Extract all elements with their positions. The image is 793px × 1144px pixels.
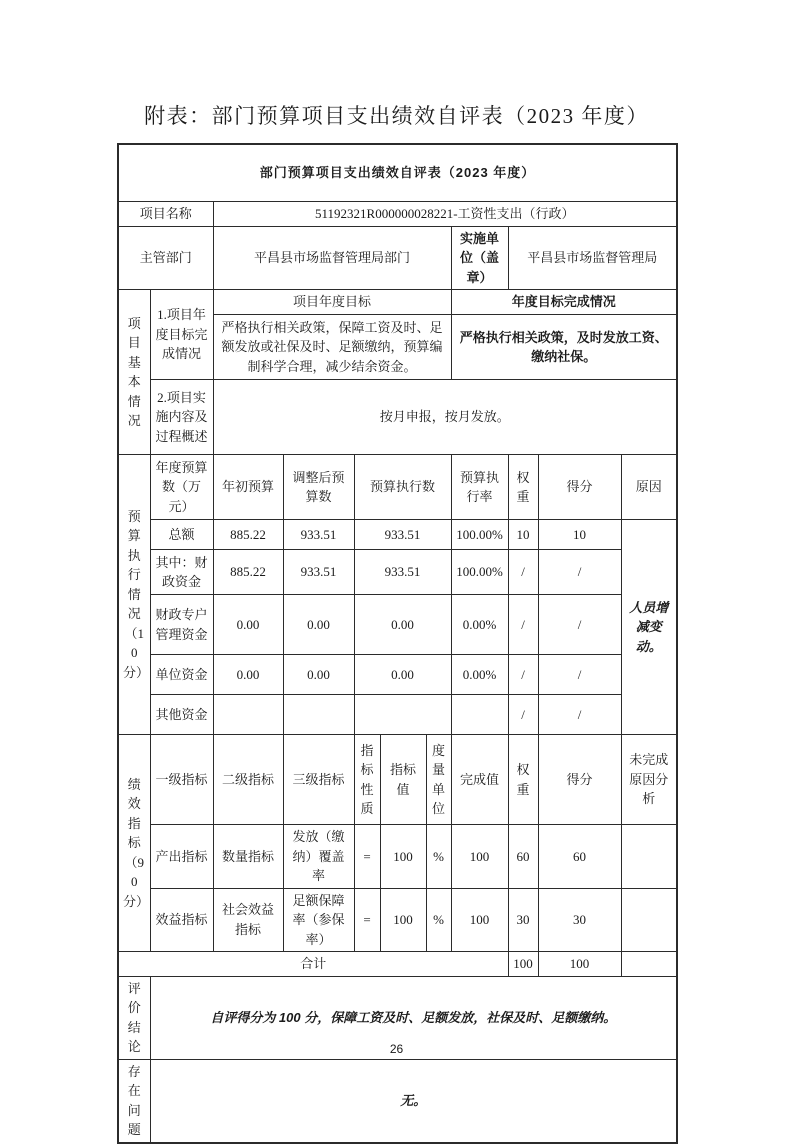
perf-header-level2: 二级指标 [213,735,283,825]
perf-cell-unit: % [426,888,451,952]
budget-cell-weight: / [508,695,538,735]
perf-header-target: 指标值 [380,735,426,825]
budget-cell-executed: 933.51 [354,520,451,550]
perf-header-score: 得分 [538,735,621,825]
budget-cell-initial [213,695,283,735]
conclusion-label: 评价结论 [118,976,150,1059]
department-value: 平昌县市场监督管理局部门 [213,226,451,290]
perf-cell-level2: 数量指标 [213,825,283,889]
self-evaluation-table [117,143,678,1144]
department-label: 主管部门 [118,226,213,290]
table-row [118,226,677,290]
attachment-title: 附表：部门预算项目支出绩效自评表（2023 年度） [144,104,649,128]
table-row [118,888,677,952]
budget-cell-weight: / [508,595,538,655]
budget-cell-score: / [538,550,621,595]
table-row [118,655,677,695]
total-weight: 100 [508,952,538,977]
budget-reason-cell: 人员增减变动。 [621,520,677,735]
perf-cell-actual: 100 [451,888,508,952]
perf-header-unit: 度量单位 [426,735,451,825]
budget-cell-adjusted: 0.00 [283,595,354,655]
table-row [118,825,677,889]
perf-cell-nature: = [354,888,380,952]
budget-header-reason: 原因 [621,455,677,520]
table-row [118,595,677,655]
perf-cell-actual: 100 [451,825,508,889]
budget-header-rate: 预算执行率 [451,455,508,520]
table-row [118,1059,677,1143]
implementation-text: 按月申报，按月发放。 [213,380,677,455]
budget-cell-weight: / [508,655,538,695]
goal-row-label: 1.项目年度目标完成情况 [150,290,213,380]
budget-header-executed: 预算执行数 [354,455,451,520]
budget-cell-executed [354,695,451,735]
perf-cell-score: 60 [538,825,621,889]
budget-row-label: 其中：财政资金 [150,550,213,595]
budget-cell-weight: / [508,550,538,595]
perf-header-weight: 权重 [508,735,538,825]
perf-cell-weight: 30 [508,888,538,952]
perf-cell-weight: 60 [508,825,538,889]
budget-cell-weight: 10 [508,520,538,550]
problems-label: 存在问题 [118,1059,150,1143]
budget-row-label: 单位资金 [150,655,213,695]
table-title: 部门预算项目支出绩效自评表（2023 年度） [118,144,677,201]
table-row [118,290,677,315]
perf-cell-target: 100 [380,888,426,952]
table-row [118,380,677,455]
table-row [118,520,677,550]
budget-cell-rate: 100.00% [451,520,508,550]
perf-header-level1: 一级指标 [150,735,213,825]
budget-row-label: 财政专户管理资金 [150,595,213,655]
perf-header-reason: 未完成原因分析 [621,735,677,825]
perf-cell-unit: % [426,825,451,889]
perf-cell-level3: 足额保障率（参保率） [283,888,354,952]
perf-cell-reason [621,888,677,952]
budget-header-weight: 权重 [508,455,538,520]
perf-cell-level2: 社会效益指标 [213,888,283,952]
perf-cell-level1: 效益指标 [150,888,213,952]
table-row [118,201,677,226]
goal-completion-text: 严格执行相关政策，及时发放工资、缴纳社保。 [451,315,677,380]
perf-cell-target: 100 [380,825,426,889]
budget-cell-rate: 0.00% [451,595,508,655]
budget-header-adjusted: 调整后预算数 [283,455,354,520]
perf-cell-score: 30 [538,888,621,952]
goal-completion-header: 年度目标完成情况 [451,290,677,315]
total-score: 100 [538,952,621,977]
perf-cell-level1: 产出指标 [150,825,213,889]
table-row [118,952,677,977]
section-budget-label: 预算执行情况（10分） [118,455,150,735]
budget-cell-score: / [538,695,621,735]
perf-header-nature: 指标性质 [354,735,380,825]
budget-header-annual: 年度预算数（万元） [150,455,213,520]
budget-cell-adjusted: 933.51 [283,520,354,550]
budget-header-initial: 年初预算 [213,455,283,520]
annual-goal-header: 项目年度目标 [213,290,451,315]
implementing-unit-value: 平昌县市场监督管理局 [508,226,677,290]
budget-cell-initial: 885.22 [213,520,283,550]
table-row [118,144,677,201]
budget-cell-initial: 0.00 [213,595,283,655]
budget-cell-rate: 100.00% [451,550,508,595]
table-row [118,735,677,825]
perf-header-level3: 三级指标 [283,735,354,825]
conclusion-text: 自评得分为 100 分，保障工资及时、足额发放，社保及时、足额缴纳。 [150,976,677,1059]
implementation-row-label: 2.项目实施内容及过程概述 [150,380,213,455]
budget-header-score: 得分 [538,455,621,520]
table-row [118,550,677,595]
budget-cell-adjusted: 933.51 [283,550,354,595]
budget-row-label: 其他资金 [150,695,213,735]
budget-cell-initial: 0.00 [213,655,283,695]
budget-cell-score: 10 [538,520,621,550]
budget-row-label: 总额 [150,520,213,550]
perf-header-actual: 完成值 [451,735,508,825]
budget-cell-adjusted: 0.00 [283,655,354,695]
section-basic-info-label: 项目基本情况 [118,290,150,455]
budget-cell-executed: 933.51 [354,550,451,595]
budget-cell-score: / [538,595,621,655]
budget-cell-adjusted [283,695,354,735]
perf-cell-level3: 发放（缴纳）覆盖率 [283,825,354,889]
project-name-label: 项目名称 [118,201,213,226]
page-number: 26 [389,1042,404,1056]
table-row [118,455,677,520]
total-label: 合计 [118,952,508,977]
section-performance-label: 绩效指标（90分） [118,735,150,952]
budget-cell-initial: 885.22 [213,550,283,595]
project-name-value: 51192321R000000028221-工资性支出（行政） [213,201,677,226]
budget-cell-rate: 0.00% [451,655,508,695]
budget-cell-executed: 0.00 [354,595,451,655]
total-reason [621,952,677,977]
budget-cell-rate [451,695,508,735]
annual-goal-text: 严格执行相关政策，保障工资及时、足额发放或社保及时、足额缴纳，预算编制科学合理，减少结余资金。 [213,315,451,380]
problems-text: 无。 [150,1059,677,1143]
budget-cell-score: / [538,655,621,695]
perf-cell-reason [621,825,677,889]
perf-cell-nature: = [354,825,380,889]
budget-cell-executed: 0.00 [354,655,451,695]
table-row [118,695,677,735]
implementing-unit-label: 实施单位（盖章） [451,226,508,290]
